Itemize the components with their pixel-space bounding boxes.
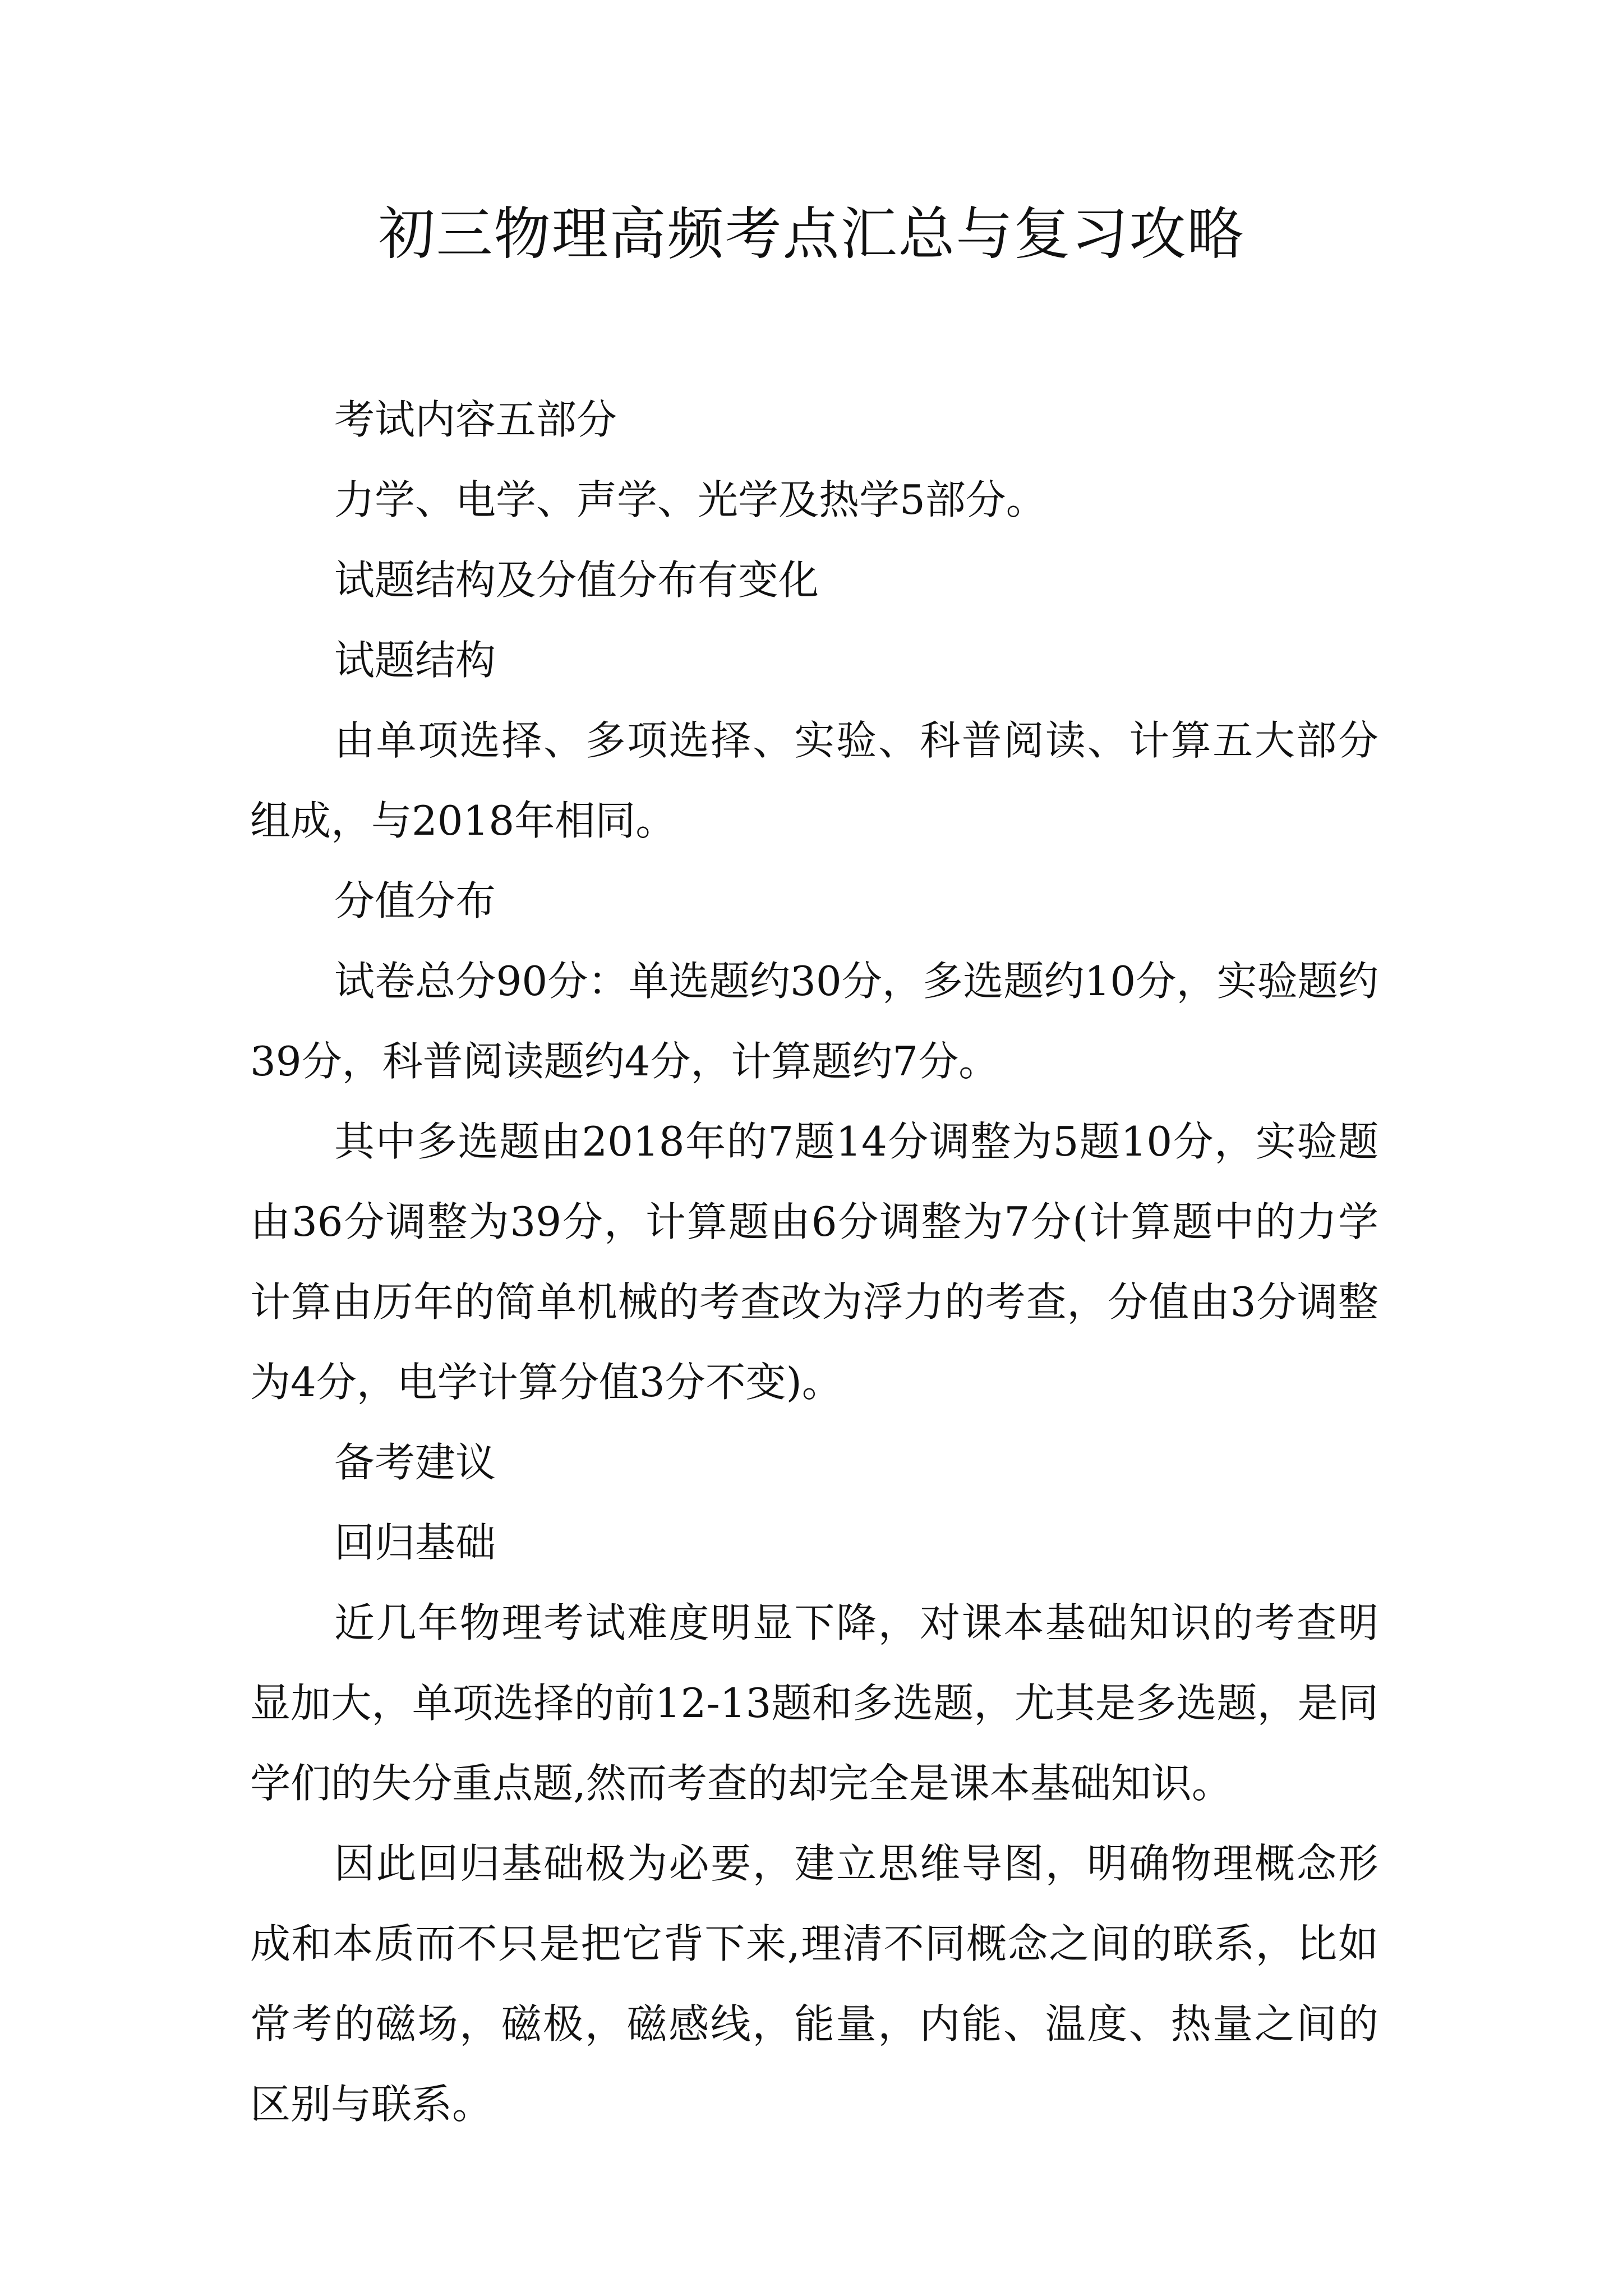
document-title: 初三物理高频考点汇总与复习攻略 bbox=[378, 201, 1245, 267]
paragraph-exam-parts: 力学、电学、声学、光学及热学5部分。 bbox=[334, 476, 1046, 523]
subheading-score-distribution: 分值分布 bbox=[334, 877, 496, 924]
paragraph-difficulty: 近几年物理考试难度明显下降，对课本基础知识的考查明显加大，单项选择的前12-13题和多选题，尤其是多选题，是同学们的失分重点题,然而考查的却完全是课本基础知识。 bbox=[250, 1599, 1378, 1807]
subheading-structure: 试题结构 bbox=[334, 637, 496, 684]
section-heading-exam-content: 考试内容五部分 bbox=[334, 396, 617, 443]
paragraph-mind-map: 因此回归基础极为必要，建立思维导图，明确物理概念形成和本质而不只是把它背下来,理清不同概念之间的联系，比如常考的磁场，磁极，磁感线，能量，内能、温度、热量之间的区别与联系。 bbox=[250, 1840, 1378, 2128]
document-body bbox=[250, 380, 1378, 2145]
section-heading-suggestions: 备考建议 bbox=[334, 1439, 496, 1486]
paragraph-structure: 由单项选择、多项选择、实验、科普阅读、计算五大部分组成，与2018年相同。 bbox=[250, 717, 1378, 844]
paragraph-score-total: 试卷总分90分：单选题约30分，多选题约10分，实验题约39分，科普阅读题约4分，计算题约7分。 bbox=[250, 958, 1378, 1085]
subheading-back-to-basics: 回归基础 bbox=[334, 1519, 496, 1566]
section-heading-structure-change: 试题结构及分值分布有变化 bbox=[334, 556, 819, 604]
paragraph-score-adjustment: 其中多选题由2018年的7题14分调整为5题10分，实验题由36分调整为39分，计算题由6分调整为7分(计算题中的力学计算由历年的简单机械的考查改为浮力的考查，分值由3分调整为4分，电学计算分值3分不变)。 bbox=[250, 1118, 1378, 1406]
